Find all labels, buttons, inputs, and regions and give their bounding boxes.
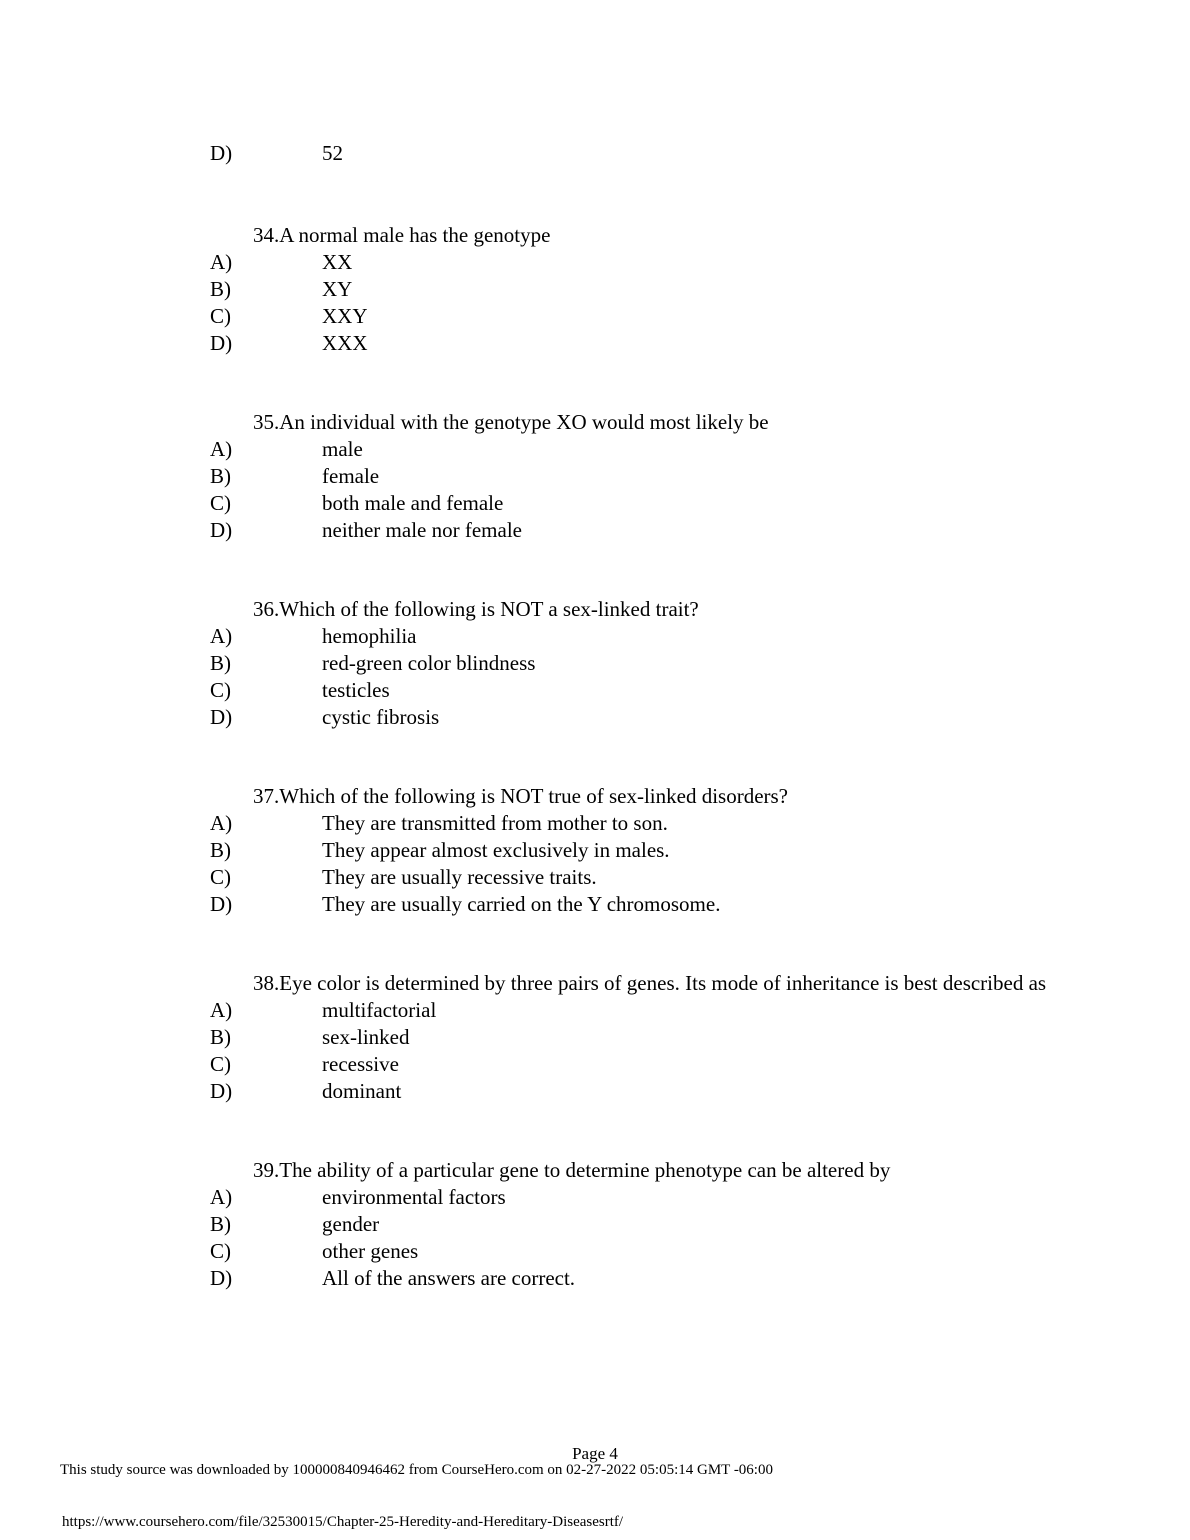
option-letter: C) [210,1052,231,1076]
option-row [210,837,1190,864]
option-letter: C) [210,865,231,889]
option-text: hemophilia [322,624,417,648]
option-letter: A) [210,811,233,835]
option-letter: A) [210,624,233,648]
option-letter: D) [210,892,233,916]
option-letter: A) [210,1185,233,1209]
options-list [0,436,1190,544]
option-text: recessive [322,1052,399,1076]
option-text: They are usually recessive traits. [322,865,597,889]
option-letter: C) [210,304,231,328]
questions-list [0,222,1190,1344]
option-text: other genes [322,1239,419,1263]
option-row [210,463,1190,490]
question-text: 36.Which of the following is NOT a sex-linked trait? [253,597,699,621]
question-text: 35.An individual with the genotype XO would most likely be [253,410,769,434]
option-row [210,1078,1190,1105]
option-letter: C) [210,1239,231,1263]
question-block [0,1157,1190,1292]
question-text: 34.A normal male has the genotype [253,223,551,247]
option-row [210,1238,1190,1265]
option-row [210,677,1190,704]
option-row [210,1184,1190,1211]
option-text: male [322,437,363,461]
option-row [210,1265,1190,1292]
option-row [210,704,1190,731]
option-letter: B) [210,651,231,675]
option-text: All of the answers are correct. [322,1266,576,1290]
options-list [0,997,1190,1105]
option-letter: D) [210,331,233,355]
option-row [210,249,1190,276]
option-text: They are transmitted from mother to son. [322,811,668,835]
option-row [210,436,1190,463]
options-list [0,810,1190,918]
question-block [0,222,1190,357]
option-row [210,490,1190,517]
option-row [210,1051,1190,1078]
option-letter: A) [210,250,233,274]
option-row [210,303,1190,330]
option-text: both male and female [322,491,504,515]
option-row [210,1024,1190,1051]
option-text: female [322,464,380,488]
option-letter: D) [210,1079,233,1103]
download-attribution: This study source was downloaded by 100000840946462 from CourseHero.com on 02-27-2022 05:05:14 GMT -06:00 [60,1462,773,1478]
option-text: XY [322,277,353,301]
options-list [0,1184,1190,1292]
option-row [210,623,1190,650]
option-row [210,997,1190,1024]
option-text: red-green color blindness [322,651,536,675]
option-text: dominant [322,1079,402,1103]
option-letter: C) [210,491,231,515]
leftover-option-row [0,140,1190,167]
option-text: neither male nor female [322,518,522,542]
option-row [210,330,1190,357]
option-letter: B) [210,1025,231,1049]
option-text: testicles [322,678,390,702]
option-text: XX [322,250,353,274]
option-letter: A) [210,437,233,461]
option-row [210,517,1190,544]
source-url: https://www.coursehero.com/file/32530015/Chapter-25-Heredity-and-Hereditary-Diseasesrtf/ [62,1514,624,1530]
option-letter: A) [210,998,233,1022]
option-text: They are usually carried on the Y chromosome. [322,892,721,916]
question-block [0,970,1190,1105]
option-row [210,650,1190,677]
option-text: sex-linked [322,1025,410,1049]
page-number: Page 4 [572,1444,618,1463]
options-list [0,249,1190,357]
question-block [0,783,1190,918]
option-letter: D) [210,705,233,729]
option-text: gender [322,1212,380,1236]
option-letter: B) [210,464,231,488]
question-text: 39.The ability of a particular gene to determine phenotype can be altered by [253,1158,891,1182]
option-text: environmental factors [322,1185,506,1209]
question-text: 38.Eye color is determined by three pairs of genes. Its mode of inheritance is best described as [253,971,1047,995]
option-row [210,1211,1190,1238]
option-row [210,276,1190,303]
option-row [210,864,1190,891]
option-row [210,891,1190,918]
option-text: cystic fibrosis [322,705,440,729]
option-text: XXX [322,331,368,355]
options-list [0,623,1190,731]
question-text: 37.Which of the following is NOT true of sex-linked disorders? [253,784,788,808]
option-row [210,810,1190,837]
option-letter: B) [210,1212,231,1236]
option-letter: C) [210,678,231,702]
option-letter: D) [210,141,233,165]
option-letter: B) [210,838,231,862]
question-block [0,596,1190,731]
option-row [210,140,1190,167]
option-letter: B) [210,277,231,301]
option-letter: D) [210,1266,233,1290]
option-text: 52 [322,141,343,165]
option-text: They appear almost exclusively in males. [322,838,670,862]
option-text: XXY [322,304,368,328]
option-text: multifactorial [322,998,437,1022]
question-block [0,409,1190,544]
option-letter: D) [210,518,233,542]
